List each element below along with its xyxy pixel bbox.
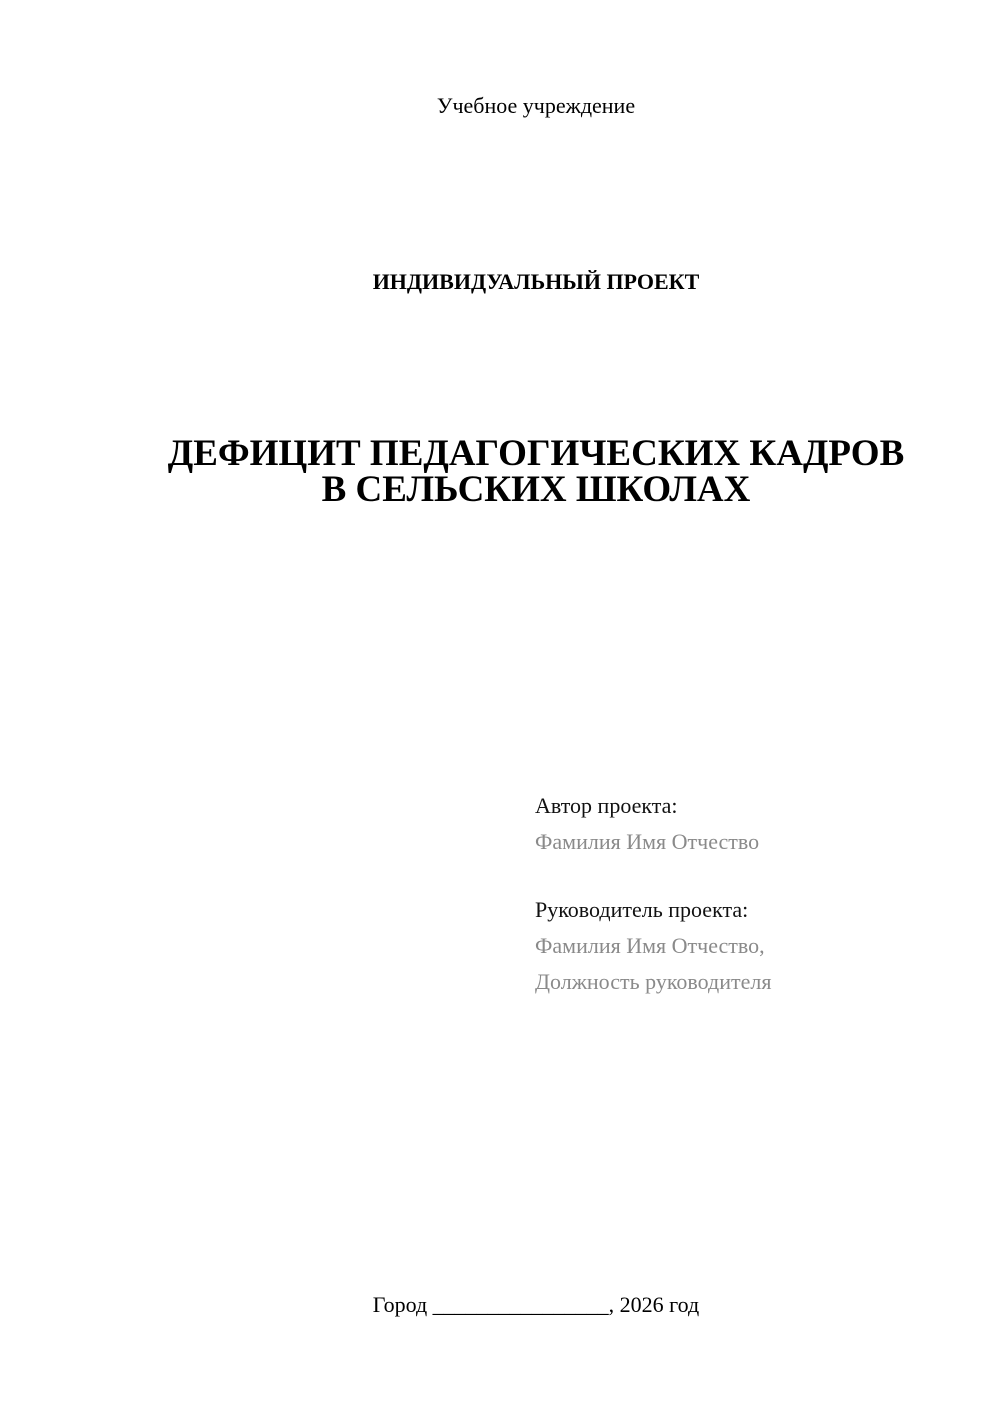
author-name: Фамилия Имя Отчество [535, 829, 760, 854]
project-title [0, 433, 1000, 510]
project-info-block [535, 788, 975, 1000]
author-label: Автор проекта: [535, 793, 678, 818]
city-year-line: Город ________________, 2026 год [372, 1292, 700, 1317]
project-type-heading: ИНДИВИДУАЛЬНЫЙ ПРОЕКТ [372, 269, 700, 294]
project-title-line-2: В СЕЛЬСКИХ ШКОЛАХ [321, 469, 751, 510]
supervisor-label: Руководитель проекта: [535, 897, 749, 922]
supervisor-name: Фамилия Имя Отчество, [535, 933, 765, 958]
supervisor-position: Должность руководителя [535, 969, 772, 994]
spacer [535, 860, 975, 892]
project-title-line-1: ДЕФИЦИТ ПЕДАГОГИЧЕСКИХ КАДРОВ [167, 433, 905, 474]
institution-name: Учебное учреждение [436, 93, 636, 118]
